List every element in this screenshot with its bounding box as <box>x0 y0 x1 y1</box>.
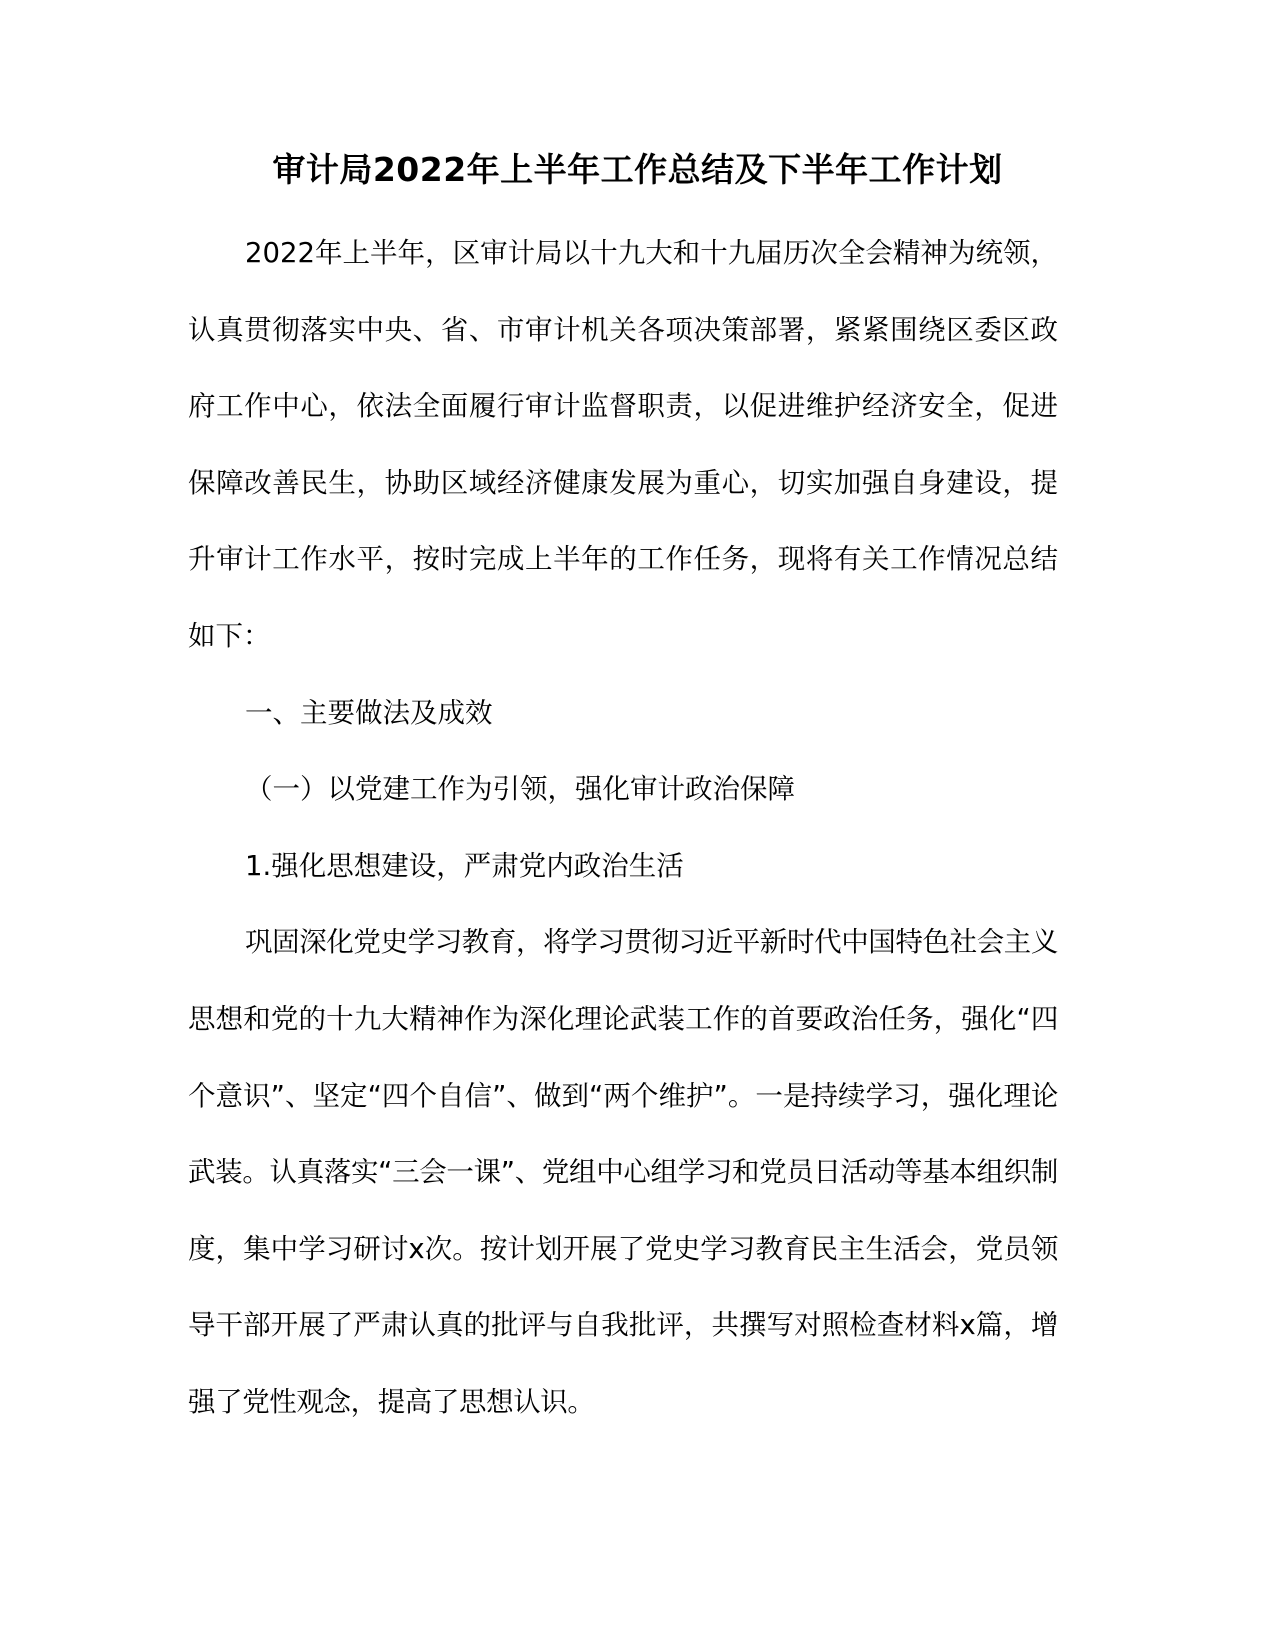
section-heading: 一、主要做法及成效 <box>245 696 493 729</box>
item-heading: 1.强化思想建设，严肃党内政治生活 <box>245 849 684 882</box>
document-body <box>188 215 1058 1441</box>
document-title: 审计局2022年上半年工作总结及下半年工作计划 <box>272 150 1003 189</box>
intro-paragraph: 2022年上半年，区审计局以十九大和十九届历次全会精神为统领，认真贯彻落实中央、省、市审计机关各项决策部署，紧紧围绕区委区政府工作中心，依法全面履行审计监督职责，以促进维护经济安全，促进保障改善民生，协助区域经济健康发展为重心，切实加强自身建设，提升审计工作水平，按时完成上半年的工作任务，现将有关工作情况总结如下： <box>188 237 1058 652</box>
body-paragraph: 巩固深化党史学习教育，将学习贯彻习近平新时代中国特色社会主义思想和党的十九大精神作为深化理论武装工作的首要政治任务，强化“四个意识”、坚定“四个自信”、做到“两个维护”。一是持续学习，强化理论武装。认真落实“三会一课”、党组中心组学习和党员日活动等基本组织制度，集中学习研讨x次。按计划开展了党史学习教育民主生活会，党员领导干部开展了严肃认真的批评与自我批评，共撰写对照检查材料x篇，增强了党性观念，提高了思想认识。 <box>188 926 1058 1418</box>
subsection-heading: （一）以党建工作为引领，强化审计政治保障 <box>245 773 795 806</box>
